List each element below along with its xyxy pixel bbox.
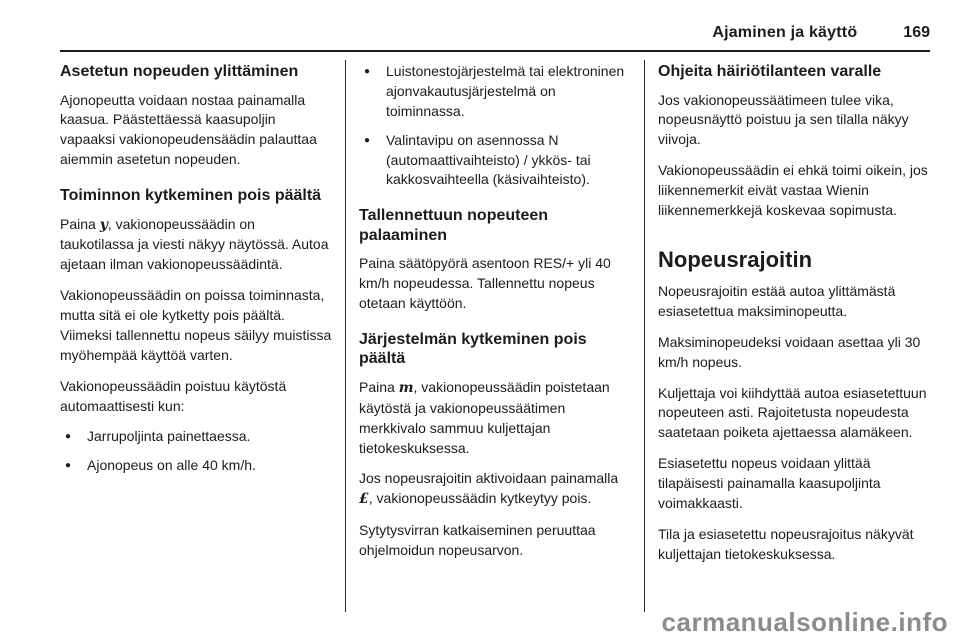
para-pause [60,215,332,276]
auto-off-list-continued [359,62,631,190]
para-system-off-text: Paina [359,378,399,395]
para-memory: Vakionopeussäädin on poissa toiminnasta, mutta sitä ei ole kytketty pois päältä. Viimeksi tallennettu nopeus säilyy muistissa myöhempää käyttöä varten. [60,287,332,363]
list-item: ● Jarrupoljinta painettaessa. [60,427,332,447]
para-limiter-intro: Nopeusrajoitin estää autoa ylittämästä esiasetettua maksiminopeutta. [658,283,896,319]
para-limiter-display: Tila ja esiasetettu nopeusrajoitus näkyvät kuljettajan tietokeskuksessa. [658,525,914,562]
column-2 [345,60,644,612]
watermark: carmanualsonline.info [661,607,948,637]
cruise-control-button-symbol: m [398,379,414,396]
para-fault-display: Jos vakionopeussäätimeen tulee vika, nopeusnäyttö poistuu ja sen tilalla näkyy viivoja. [658,91,909,148]
heading-fault-advice: Ohjeita häiriötilanteen varalle [658,63,882,80]
list-item: ● Valintavipu on asennossa N (automaattivaihteisto) / ykkös- tai kakkosvaihteella (käsivaihteisto). [359,131,631,191]
heading-exceed-set-speed: Asetetun nopeuden ylittäminen [60,63,299,80]
list-item: ● Luistonestojärjestelmä tai elektroninen ajonvakautusjärjestelmä on toiminnassa. [359,62,631,122]
para-limiter-activate [359,469,631,510]
para-limiter-kickdown: Esiasetettu nopeus voidaan ylittää tilapäisesti painamalla kaasupoljinta voimakkaasti. [658,455,881,511]
header-rule [60,50,930,52]
column-1 [60,60,345,612]
text-columns [60,60,930,612]
para-fault-signs: Vakionopeussäädin ei ehkä toimi oikein, jos liikennemerkit eivät vastaa Wienin liikennemerkkejä koskevaa sopimusta. [658,162,928,218]
page-header [60,24,930,42]
heading-system-off: Järjestelmän kytkeminen pois päältä [359,330,587,368]
para-exceed-set-speed: Ajonopeutta voidaan nostaa painamalla kaasua. Päästettäessä kaasupoljin vapaaksi vakionopeudensäädin palauttaa aiemmin asetetun nopeuden. [60,91,317,168]
heading-deactivate-function: Toiminnon kytkeminen pois päältä [60,187,322,205]
para-system-off [359,378,631,459]
para-ignition-off: Sytytysvirran katkaiseminen peruuttaa ohjelmoidun nopeusarvon. [359,522,596,559]
auto-off-list [60,427,332,476]
para-pause-text-cont: , vakionopeussäädin on taukotilassa ja viesti näkyy näytössä. Autoa ajetaan ilman vakionopeussäädintä. [60,215,329,273]
list-item: ● Ajonopeus on alle 40 km/h. [60,456,332,476]
para-resume-speed: Paina säätöpyörä asentoon RES/+ yli 40 km/h nopeudessa. Tallennettu nopeus otetaan käyttöön. [359,255,611,312]
section-title: Ajaminen ja käyttö [712,24,858,41]
para-limiter-activate-text-cont: , vakionopeussäädin kytkeytyy pois. [368,490,592,507]
para-pause-text: Paina [60,215,100,232]
para-limiter-activate-text: Jos nopeusrajoitin aktivoidaan painamalla [359,470,619,487]
heading-resume-speed: Tallennettuun nopeuteen palaaminen [359,207,549,244]
pause-button-symbol: y [99,216,108,233]
speed-limiter-button-symbol: £ [359,491,369,508]
para-system-off-text-cont: , vakionopeussäädin poistetaan käytöstä ja vakionopeussäätimen merkkivalo sammuu kuljettajan tietokeskuksessa. [359,378,610,456]
heading-speed-limiter: Nopeusrajoitin [658,246,813,272]
para-limiter-min-speed: Maksiminopeudeksi voidaan asettaa yli 30 km/h nopeus. [658,333,921,370]
para-limiter-accelerate: Kuljettaja voi kiihdyttää autoa esiasetettuun nopeuteen asti. Rajoitetusta nopeudesta saatetaan poiketa ajettaessa alamäkeen. [658,384,927,441]
page-number: 169 [903,24,930,41]
para-auto-off-intro: Vakionopeussäädin poistuu käytöstä automaattisesti kun: [60,377,287,414]
column-3 [644,60,930,612]
